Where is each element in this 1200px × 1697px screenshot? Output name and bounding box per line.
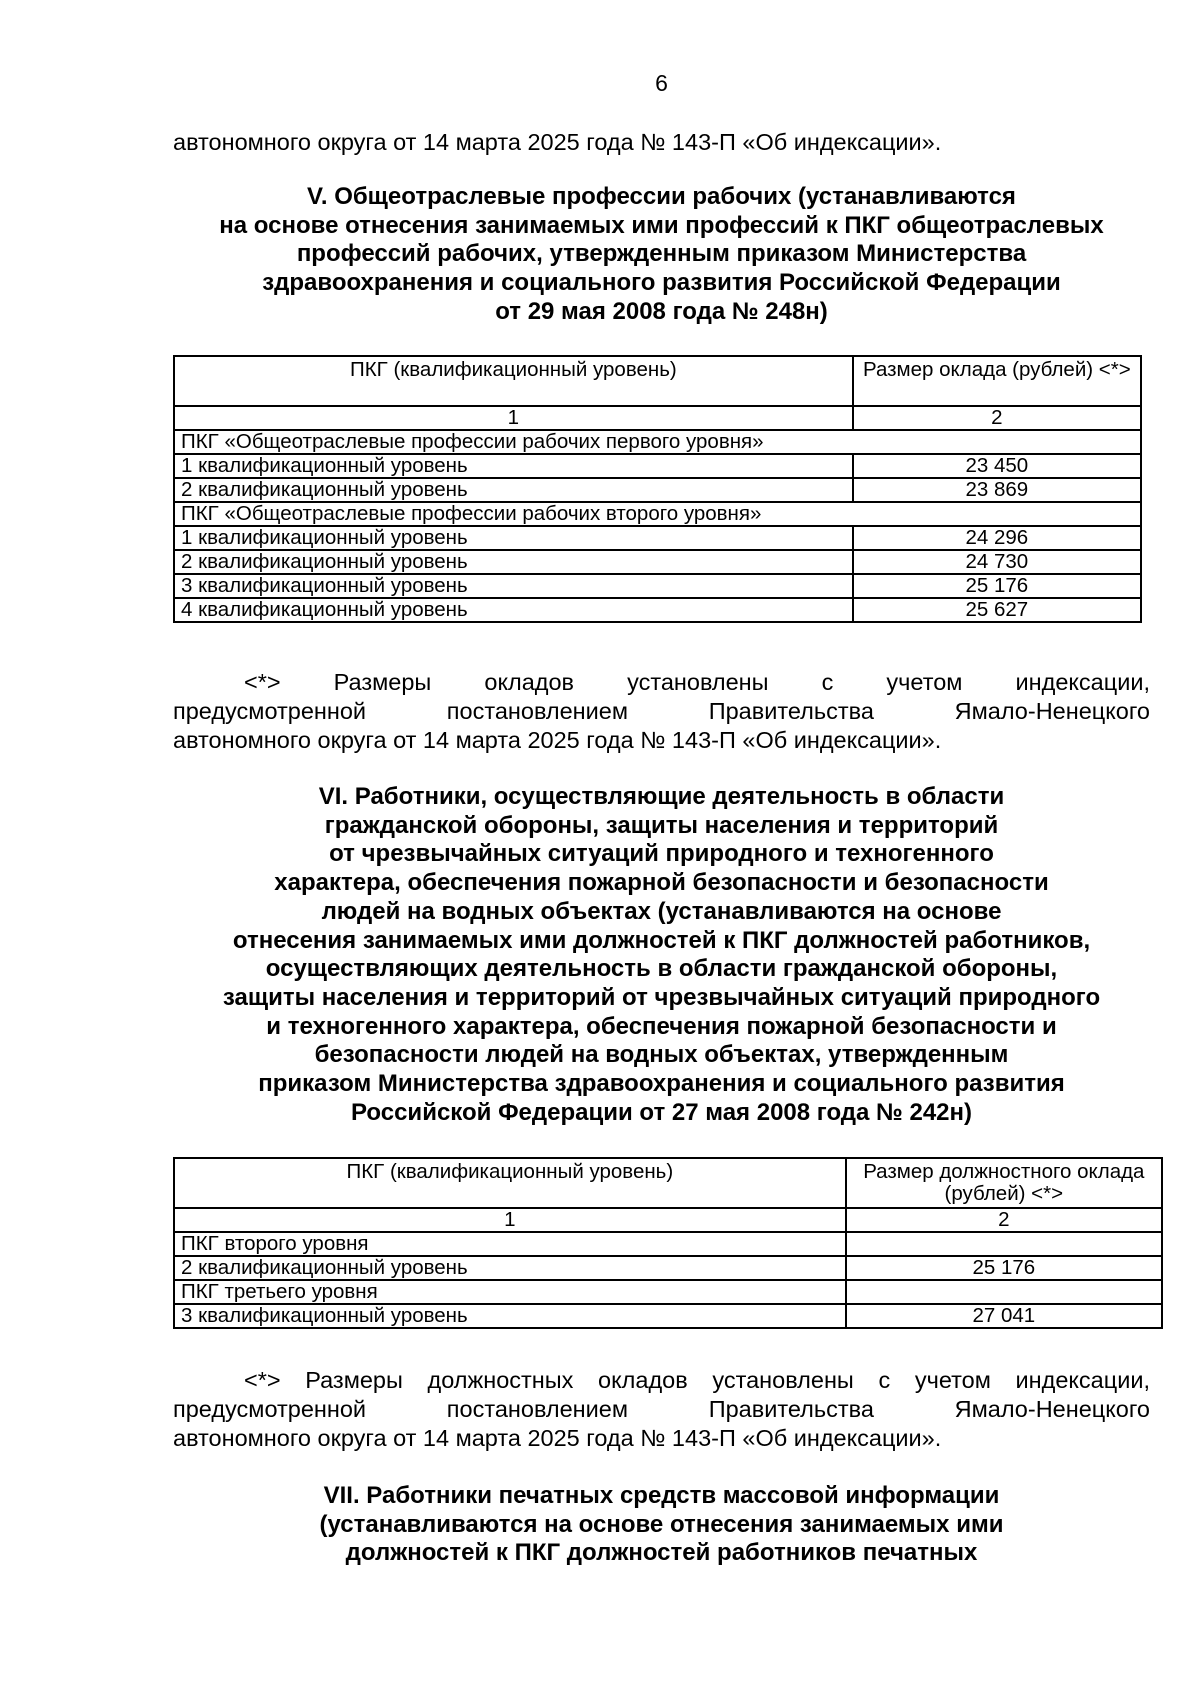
column-header-pkg: ПКГ (квалификационный уровень) <box>174 1158 846 1208</box>
table-header-row <box>174 1158 1162 1208</box>
heading-line: и техногенного характера, обеспечения пожарной безопасности и <box>266 1012 1057 1040</box>
section-6-footnote <box>173 1366 1150 1453</box>
group-label: ПКГ «Общеотраслевые профессии рабочих второго уровня» <box>174 502 1141 526</box>
table-group-row <box>174 430 1141 454</box>
heading-line: приказом Министерства здравоохранения и социального развития <box>258 1070 1065 1098</box>
column-number: 2 <box>853 406 1141 430</box>
footnote-line: автономного округа от 14 марта 2025 года № 143-П «Об индексации». <box>173 727 942 753</box>
table-header-row <box>174 356 1141 406</box>
section-6-salary-table <box>173 1157 1163 1329</box>
level-cell: 4 квалификационный уровень <box>174 598 853 622</box>
footnote-line: <*> Размеры окладов установлены с учетом индексации, <box>244 669 1150 695</box>
table-row <box>174 598 1141 622</box>
table-row <box>174 1304 1162 1328</box>
column-number-row <box>174 406 1141 430</box>
heading-line: гражданской обороны, защиты населения и территорий <box>324 811 999 839</box>
level-cell: ПКГ третьего уровня <box>174 1280 846 1304</box>
heading-line: от 29 мая 2008 года № 248н) <box>495 297 828 325</box>
column-header-salary: Размер оклада (рублей) <*> <box>853 356 1141 406</box>
heading-line: отнесения занимаемых ими должностей к ПКГ должностей работников, <box>232 926 1091 954</box>
heading-line: Российской Федерации от 27 мая 2008 года № 242н) <box>350 1098 973 1126</box>
heading-line: VII. Работники печатных средств массовой информации <box>323 1482 1000 1509</box>
group-label: ПКГ «Общеотраслевые профессии рабочих первого уровня» <box>174 430 1141 454</box>
intro-line: автономного округа от 14 марта 2025 года № 143-П «Об индексации». <box>173 129 942 155</box>
section-6-heading <box>160 783 1163 1127</box>
salary-cell: 23 869 <box>853 478 1141 502</box>
level-cell: 2 квалификационный уровень <box>174 1256 846 1280</box>
column-number: 1 <box>174 406 853 430</box>
section-5-footnote <box>173 668 1150 755</box>
salary-cell: 25 176 <box>853 574 1141 598</box>
heading-line: профессий рабочих, утвержденным приказом Министерства <box>296 240 1027 268</box>
table-row <box>174 1256 1162 1280</box>
heading-line: характера, обеспечения пожарной безопасности и безопасности <box>274 869 1049 897</box>
level-cell: ПКГ второго уровня <box>174 1232 846 1256</box>
column-number: 1 <box>174 1208 846 1232</box>
table-row <box>174 550 1141 574</box>
heading-line: людей на водных объектах (устанавливаются на основе <box>321 897 1002 925</box>
section-7-heading <box>160 1482 1163 1568</box>
section-5-salary-table <box>173 355 1142 623</box>
footnote-line: предусмотренной постановлением Правительства Ямало-Ненецкого <box>173 1396 1150 1422</box>
heading-line: здравоохранения и социального развития Российской Федерации <box>262 269 1061 297</box>
heading-line: VI. Работники, осуществляющие деятельность в области <box>318 783 1005 810</box>
column-header-salary: Размер должностного оклада (рублей) <*> <box>846 1158 1162 1208</box>
heading-line: безопасности людей на водных объектах, утвержденным <box>314 1041 1009 1069</box>
column-header-pkg: ПКГ (квалификационный уровень) <box>174 356 853 406</box>
intro-paragraph <box>173 128 1150 157</box>
salary-cell: 23 450 <box>853 454 1141 478</box>
footnote-line: автономного округа от 14 марта 2025 года № 143-П «Об индексации». <box>173 1425 942 1451</box>
footnote-line: предусмотренной постановлением Правительства Ямало-Ненецкого <box>173 698 1150 724</box>
heading-line: V. Общеотраслевые профессии рабочих (устанавливаются <box>307 183 1016 210</box>
table-row <box>174 526 1141 550</box>
heading-line: от чрезвычайных ситуаций природного и техногенного <box>329 840 994 868</box>
table-row <box>174 574 1141 598</box>
level-cell: 2 квалификационный уровень <box>174 478 853 502</box>
heading-line: должностей к ПКГ должностей работников печатных <box>345 1539 978 1567</box>
salary-cell <box>846 1232 1162 1256</box>
section-5-heading <box>160 183 1163 327</box>
heading-line: защиты населения и территорий от чрезвычайных ситуаций природного <box>222 983 1101 1011</box>
level-cell: 3 квалификационный уровень <box>174 574 853 598</box>
salary-cell: 24 296 <box>853 526 1141 550</box>
column-number-row <box>174 1208 1162 1232</box>
footnote-line: <*> Размеры должностных окладов установлены с учетом индексации, <box>244 1367 1150 1393</box>
table-group-row <box>174 502 1141 526</box>
page-number: 6 <box>655 70 668 96</box>
salary-cell: 27 041 <box>846 1304 1162 1328</box>
level-cell: 2 квалификационный уровень <box>174 550 853 574</box>
table-row <box>174 1280 1162 1304</box>
heading-line: на основе отнесения занимаемых ими профессий к ПКГ общеотраслевых <box>219 211 1104 239</box>
heading-line: (устанавливаются на основе отнесения занимаемых ими <box>319 1510 1004 1538</box>
level-cell: 3 квалификационный уровень <box>174 1304 846 1328</box>
table-row <box>174 454 1141 478</box>
level-cell: 1 квалификационный уровень <box>174 454 853 478</box>
level-cell: 1 квалификационный уровень <box>174 526 853 550</box>
heading-line: осуществляющих деятельность в области гражданской обороны, <box>265 955 1058 983</box>
column-number: 2 <box>846 1208 1162 1232</box>
salary-cell: 25 627 <box>853 598 1141 622</box>
salary-cell: 25 176 <box>846 1256 1162 1280</box>
table-row <box>174 478 1141 502</box>
salary-cell: 24 730 <box>853 550 1141 574</box>
salary-cell <box>846 1280 1162 1304</box>
table-row <box>174 1232 1162 1256</box>
